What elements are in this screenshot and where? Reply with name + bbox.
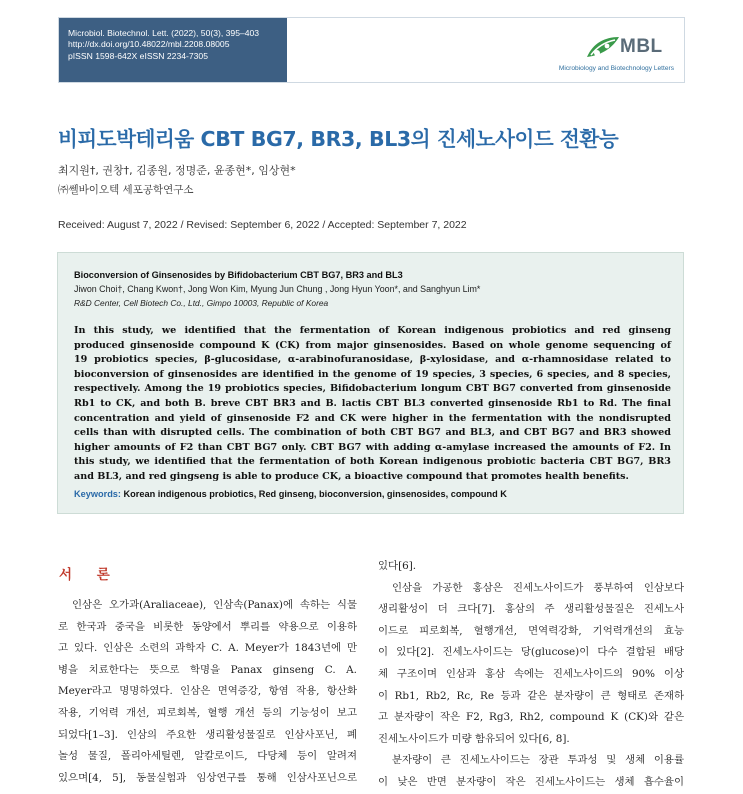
body-line: 이 낮은 반면 분자량이 작은 진세노사이드는 생체 흡수율이 [378,775,684,788]
article-authors: 최지원†, 권창†, 김종원, 정명준, 윤종현*, 임상현* [58,164,296,177]
journal-issn: pISSN 1598-642X eISSN 2234-7305 [68,50,208,61]
abstract-body [74,324,671,485]
logo-text: MBL [620,36,663,57]
abstract-line: 19 probiotics species, β-glucosidase, α-arabinofuranosidase, β-xylosidase, and α-rhamnosidase related to [74,354,671,366]
abstract-keywords [74,489,507,499]
body-line: 고 분자량이 작은 F2, Rg3, Rh2, compound K (CK)와 같은 [378,711,684,724]
abstract-line: respectively. Among the 19 probiotics species, Bifidobacterium longum CBT BG7 converted from ginsenoside [74,383,671,395]
section-title-introduction: 서 론 [59,567,120,583]
abstract-line: Rb1 to CK, and both B. breve CBT BR3 and B. lactis CBT BL3 converted ginsenoside Rb1 to Rd. The final [74,397,671,409]
body-line: 인삼은 오가과(Araliaceae), 인삼속(Panax)에 속하는 식물 [72,599,357,611]
dna-leaf-icon [583,33,623,61]
abstract-line: produced ginsenoside compound K (CK) from major ginsenosides. Based on whole genome sequencing of [74,339,671,351]
logo-subtitle: Microbiology and Biotechnology Letters [558,65,674,72]
keywords-text: Korean indigenous probiotics, Red ginseng, bioconversion, ginsenosides, compound K [120,489,507,499]
abstract-line: bioconversion of ginsenosides are identified in the genome of 19 species, 3 species, 6 species, and 8 species, [74,368,671,380]
body-line: 체 구조이며 인삼과 홍삼 속에는 진세노사이드의 90% 이상 [378,667,684,680]
abstract-line: concentration and yield of ginsenoside F2 and CK were higher in the fermentation with the nondisrupted [74,412,671,424]
body-line: 이 Rb1, Rb2, Rc, Re 등과 같은 분자량이 큰 형태로 존재하 [378,689,684,702]
keywords-label: Keywords: [74,489,121,499]
body-line: 생리활성이 더 크다[7]. 홍삼의 주 생리활성물질은 진세노사 [378,603,684,616]
abstract-line: higher amounts of F2 than CBT BG7 only. CBT BG7 with adding α-amylase increased the amounts of F2. In [74,441,671,453]
abstract-title: Bioconversion of Ginsenosides by Bifidobacterium CBT BG7, BR3 and BL3 [74,270,403,280]
abstract-line: cells than with disrupted cells. The combination of both CBT BG7 and BL3, and CBT BG7 and BR3 showed [74,427,671,439]
article-affiliation: ㈜쎌바이오텍 세포공학연구소 [58,184,194,196]
body-line: 있다[6]. [378,560,417,572]
body-line: 이드로 피로회복, 혈행개선, 면역력강화, 기억력개선의 효능 [378,624,684,637]
body-line: 있으며[4, 5], 동물실험과 임상연구를 통해 인삼사포닌으로 [58,771,357,784]
body-line: 로 한국과 중국을 비롯한 동양에서 뿌리를 약용으로 이용하 [58,620,357,633]
article-title: 비피도박테리움 CBT BG7, BR3, BL3의 진세노사이드 전환능 [58,127,619,151]
journal-header [58,17,685,83]
body-line: 인삼을 가공한 홍삼은 진세노사이드가 풍부하여 인삼보다 [392,581,684,594]
journal-citation: Microbiol. Biotechnol. Lett. (2022), 50(3), 395–403 [68,28,260,38]
body-line: 되었다[1–3]. 인삼의 주요한 생리활성물질로 인삼사포닌, 폐 [58,728,357,741]
body-line: 작용, 기억력 개선, 피로회복, 혈행 개선 등의 기능성이 보고 [58,706,357,719]
abstract-line: this study, we identified that the fermentation of both Korean indigenous probiotic bacteria CBT BG7, BR3 [74,456,671,468]
article-dates: Received: August 7, 2022 / Revised: September 6, 2022 / Accepted: September 7, 2022 [58,219,467,231]
body-line: 고 있다. 인삼은 소련의 과학자 C. A. Meyer가 1843년에 만 [58,642,357,655]
journal-info-band [59,18,287,82]
body-line: Meyer라고 명명하였다. 인삼은 면역증강, 항염 작용, 항산화 [58,685,357,698]
abstract-line: In this study, we identified that the fermentation of Korean indigenous probiotics and red ginseng [74,325,671,336]
abstract-line: and BL3, and red gingseng is able to produce CK, a bioactive compound that promotes health benefits. [74,470,629,482]
body-line: 병을 치료한다는 뜻으로 학명을 Panax ginseng C. A. [58,663,357,676]
body-line: 놀성 물질, 폴리아세틸렌, 알칼로이드, 다당체 등이 알려져 [58,750,357,763]
journal-doi-link[interactable]: http://dx.doi.org/10.48022/mbl.2208.08005 [68,39,230,50]
body-line: 이 있다[2]. 진세노사이드는 당(glucose)이 다수 결합된 배당 [378,646,684,659]
body-line: 진세노사이드가 미량 함유되어 있다[6, 8]. [378,732,570,745]
journal-logo [504,29,674,79]
abstract-affiliation: R&D Center, Cell Biotech Co., Ltd., Gimpo 10003, Republic of Korea [74,298,329,308]
abstract-authors: Jiwon Choi†, Chang Kwon†, Jong Won Kim, Myung Jun Chung , Jong Hyun Yoon*, and Sanghyun Lim* [74,284,481,294]
body-line: 분자량이 큰 진세노사이드는 장관 투과성 및 생체 이용률 [392,754,684,767]
intro-left-column [58,595,357,789]
abstract-box [57,252,684,514]
